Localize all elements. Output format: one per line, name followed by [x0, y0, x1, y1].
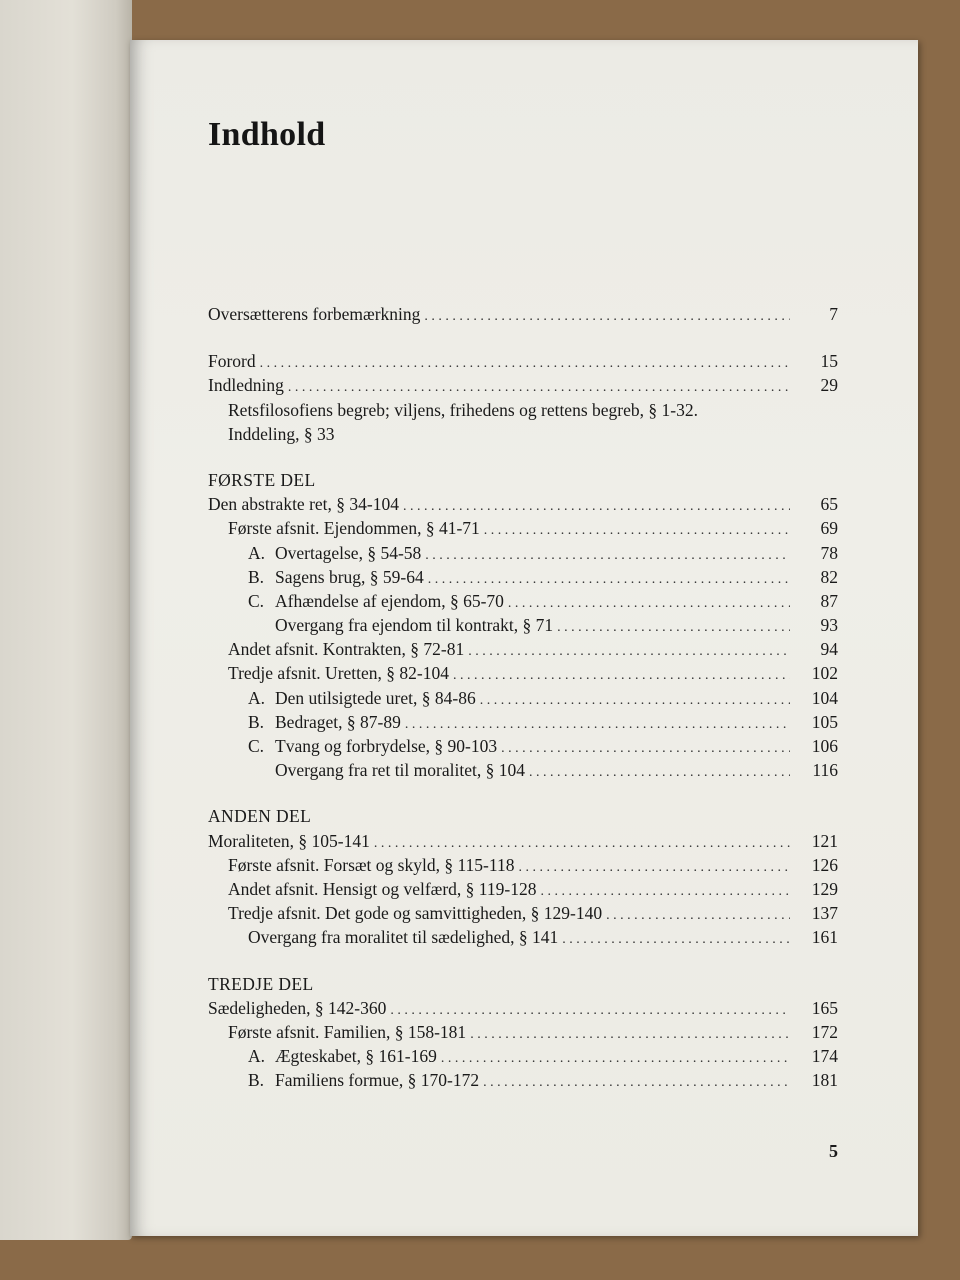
toc-entry	[208, 829, 838, 853]
toc-label: Tredje afsnit. Det gode og samvittigheden, § 129-140	[228, 903, 603, 924]
toc-page-number: 165	[811, 997, 838, 1018]
toc-entry	[208, 686, 838, 710]
part-heading: TREDJE DEL	[208, 973, 314, 994]
toc-page-number: 65	[820, 494, 838, 515]
toc-letter: B.	[248, 711, 265, 732]
toc-label	[248, 565, 428, 589]
toc-page-number: 82	[820, 566, 838, 587]
toc-page-number: 121	[811, 830, 838, 851]
toc-entry	[208, 492, 838, 516]
toc-label: Andet afsnit. Hensigt og velfærd, § 119-128	[228, 878, 537, 899]
toc-entry	[208, 877, 838, 901]
toc-page-number: 104	[811, 687, 838, 708]
toc-page-number: 161	[811, 927, 838, 948]
toc-label-text: Tvang og forbrydelse, § 90-103	[275, 736, 498, 756]
toc-entry	[208, 1068, 838, 1092]
toc-entry	[208, 758, 838, 782]
toc-label: Første afsnit. Forsæt og skyld, § 115-118	[228, 854, 515, 875]
toc-page-number: 137	[811, 903, 838, 924]
toc-page-number: 29	[820, 375, 838, 396]
toc-letter: B.	[248, 1070, 265, 1091]
toc-label: Første afsnit. Ejendommen, § 41-71	[228, 518, 480, 539]
toc-label: Tredje afsnit. Uretten, § 82-104	[228, 663, 449, 684]
toc-entry	[208, 925, 838, 949]
leader-dots	[529, 761, 790, 785]
toc-entry	[208, 613, 838, 637]
table-of-contents	[208, 302, 838, 1092]
toc-label	[248, 1068, 483, 1092]
toc-letter: B.	[248, 566, 265, 587]
toc-entry	[208, 734, 838, 758]
toc-page-number: 15	[820, 351, 838, 372]
toc-entry	[208, 349, 838, 373]
toc-label	[248, 1044, 441, 1068]
toc-label: Forord	[208, 351, 256, 372]
toc-label-text: Ægteskabet, § 161-169	[275, 1046, 437, 1067]
toc-entry	[208, 1044, 838, 1068]
toc-entry	[208, 661, 838, 685]
toc-label: Overgang fra ejendom til kontrakt, § 71	[275, 615, 554, 636]
toc-entry	[208, 516, 838, 540]
toc-label: Andet afsnit. Kontrakten, § 72-81	[228, 639, 465, 660]
toc-entry	[208, 589, 838, 613]
toc-entry	[208, 996, 838, 1020]
part-heading: ANDEN DEL	[208, 806, 312, 827]
toc-label-text: Sagens brug, § 59-64	[275, 566, 424, 587]
toc-page-number: 94	[820, 639, 838, 660]
toc-label: Første afsnit. Familien, § 158-181	[228, 1021, 467, 1042]
toc-page-number: 129	[811, 878, 838, 899]
toc-page-number: 93	[820, 615, 838, 636]
toc-label	[248, 541, 425, 565]
toc-page-number: 105	[811, 711, 838, 732]
toc-page-number: 87	[820, 590, 838, 611]
toc-page-number: 174	[811, 1046, 838, 1067]
book-page	[130, 40, 918, 1236]
toc-page-number: 69	[820, 518, 838, 539]
toc-label: Indledning	[208, 375, 284, 396]
leader-dots	[483, 1071, 790, 1095]
toc-entry	[208, 565, 838, 589]
page-number: 5	[829, 1141, 838, 1161]
toc-entry	[208, 853, 838, 877]
toc-entry	[208, 541, 838, 565]
toc-label: Oversætterens forbemærkning	[208, 304, 421, 324]
toc-page-number: 7	[829, 304, 838, 324]
toc-label-text: Afhændelse af ejendom, § 65-70	[275, 590, 504, 611]
leader-dots	[288, 376, 790, 400]
part-heading: FØRSTE DEL	[208, 469, 316, 490]
toc-label: Den abstrakte ret, § 34-104	[208, 494, 399, 515]
toc-label: Sædeligheden, § 142-360	[208, 997, 387, 1018]
toc-label	[248, 686, 480, 710]
toc-letter: C.	[248, 736, 265, 756]
toc-entry	[208, 1020, 838, 1044]
toc-subtext: Retsfilosofiens begreb; viljens, frihedens og rettens begreb, § 1-32.	[228, 399, 698, 420]
toc-page-number: 78	[820, 542, 838, 563]
toc-label	[248, 734, 501, 758]
toc-page-number: 126	[811, 854, 838, 875]
page-title: Indhold	[208, 116, 326, 153]
toc-entry	[208, 373, 838, 397]
toc-label	[248, 710, 405, 734]
toc-page-number: 116	[812, 760, 838, 781]
leader-dots	[424, 305, 790, 329]
toc-label: Overgang fra moralitet til sædelighed, § 141	[248, 927, 559, 948]
toc-label: Moraliteten, § 105-141	[208, 830, 370, 851]
toc-entry	[208, 710, 838, 734]
toc-letter: C.	[248, 590, 265, 611]
toc-letter: A.	[248, 542, 266, 563]
toc-entry	[208, 901, 838, 925]
toc-label-text: Overtagelse, § 54-58	[275, 542, 422, 563]
leader-dots	[562, 928, 790, 952]
toc-letter: A.	[248, 687, 266, 708]
toc-label	[248, 589, 508, 613]
toc-subtext: Inddeling, § 33	[228, 423, 335, 444]
toc-label-text: Bedraget, § 87-89	[275, 711, 401, 732]
toc-label-text: Den utilsigtede uret, § 84-86	[275, 687, 476, 708]
toc-letter: A.	[248, 1046, 266, 1067]
toc-page-number: 172	[811, 1021, 838, 1042]
toc-entry	[208, 302, 838, 326]
toc-page-number: 181	[811, 1070, 838, 1091]
toc-page-number: 102	[811, 663, 838, 684]
toc-page-number: 106	[811, 736, 838, 756]
toc-label-text: Familiens formue, § 170-172	[275, 1070, 480, 1091]
toc-entry	[208, 637, 838, 661]
previous-page-edge	[0, 0, 132, 1240]
toc-label: Overgang fra ret til moralitet, § 104	[275, 760, 525, 781]
